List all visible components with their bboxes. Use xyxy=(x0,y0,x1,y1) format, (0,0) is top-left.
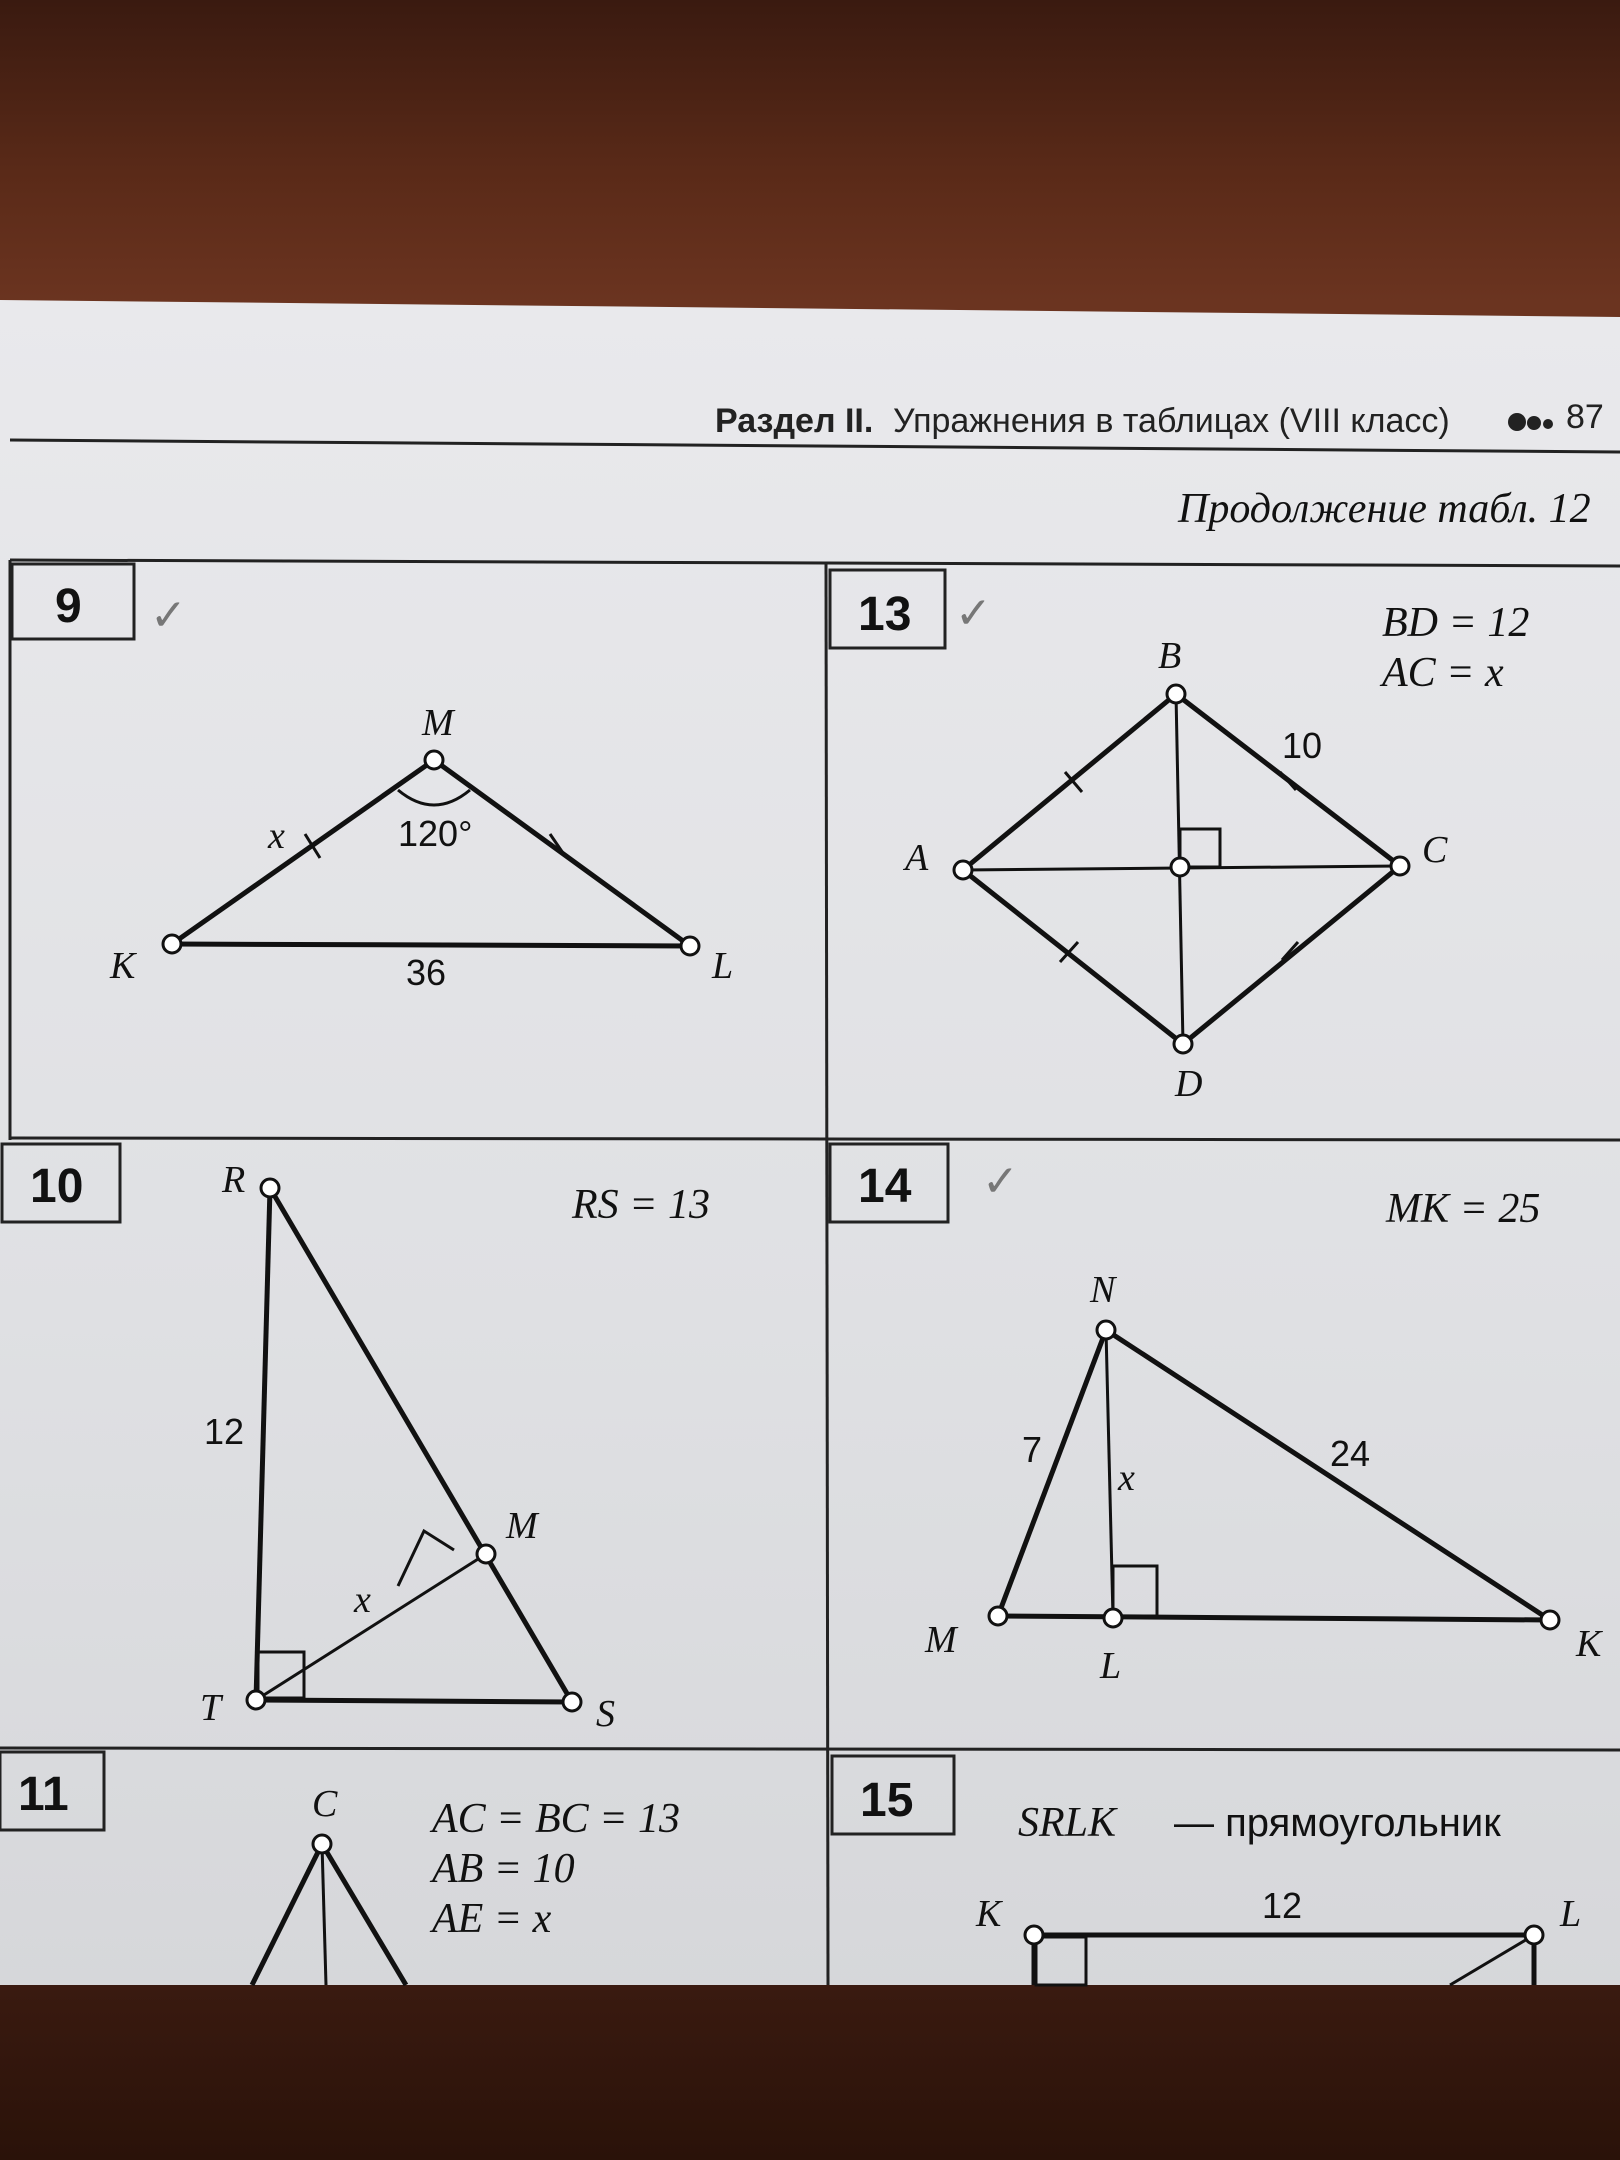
right-triangle-mnk xyxy=(998,1330,1550,1620)
vertex-label: L xyxy=(712,945,734,987)
vertex-label: R xyxy=(222,1159,246,1201)
side-length: 10 xyxy=(1282,725,1323,766)
header-rule xyxy=(10,440,1620,452)
problem-14-number: 14 xyxy=(858,1160,912,1213)
problem-14 xyxy=(830,1144,1603,1687)
altitude-tm xyxy=(256,1554,486,1700)
vertex-point xyxy=(1174,1035,1192,1053)
side-label-x: x xyxy=(354,1579,371,1621)
side-label-x: x xyxy=(1118,1457,1135,1499)
vertex-point xyxy=(163,935,181,953)
vertex-label: C xyxy=(1422,829,1448,871)
vertex-point xyxy=(954,861,972,879)
rectangle-partial xyxy=(1034,1935,1534,1985)
right-triangle-rts xyxy=(256,1188,572,1702)
angle-value: 120° xyxy=(398,813,473,854)
vertex-label: L xyxy=(1560,1893,1582,1935)
side-length: 12 xyxy=(1262,1885,1303,1926)
side-label-x: x xyxy=(268,815,285,857)
section-label: Раздел II. xyxy=(715,402,874,440)
vertex-point xyxy=(1097,1321,1115,1339)
vertex-point xyxy=(313,1835,331,1853)
table-grid xyxy=(0,560,1620,1985)
vertex-label: A xyxy=(905,837,929,879)
problem-15-number: 15 xyxy=(860,1774,914,1827)
problem-10-number: 10 xyxy=(30,1160,84,1213)
side-length: 12 xyxy=(204,1411,245,1452)
condition-line: BD = 12 xyxy=(1382,600,1530,646)
altitude xyxy=(322,1844,326,1985)
vertex-point xyxy=(1525,1926,1543,1944)
vertex-label: D xyxy=(1175,1063,1203,1105)
vertex-label: K xyxy=(110,945,136,987)
side-length: 24 xyxy=(1330,1433,1371,1474)
diagonal xyxy=(1450,1935,1534,1985)
vertex-point xyxy=(477,1545,495,1563)
condition-line: AB = 10 xyxy=(432,1846,575,1892)
vertex-point xyxy=(1541,1611,1559,1629)
vertex-label: M xyxy=(925,1619,957,1661)
vertex-label: B xyxy=(1158,635,1182,677)
problem-10 xyxy=(2,1144,710,1735)
vertex-point xyxy=(1167,685,1185,703)
condition-line: AC = x xyxy=(1382,650,1504,696)
problem-13-number: 13 xyxy=(858,588,912,641)
vertex-label: N xyxy=(1090,1269,1116,1311)
vertex-label: M xyxy=(422,702,454,744)
vertex-label: C xyxy=(312,1783,338,1825)
problem-9-number: 9 xyxy=(55,580,82,633)
vertex-label: K xyxy=(976,1893,1002,1935)
page-number: 87 xyxy=(1566,398,1604,436)
problem-9-check-icon: ✓ xyxy=(150,590,187,641)
vertex-point xyxy=(989,1607,1007,1625)
problem-15 xyxy=(832,1756,1581,1985)
problem-11 xyxy=(0,1752,680,1985)
condition-text: — прямоугольник xyxy=(1174,1801,1501,1845)
triangle-partial xyxy=(252,1844,406,1985)
vertex-point xyxy=(425,751,443,769)
problem-13-check-icon: ✓ xyxy=(955,588,992,639)
problem-14-check-icon: ✓ xyxy=(982,1156,1019,1207)
condition-line: AC = BC = 13 xyxy=(432,1796,681,1842)
vertex-label: S xyxy=(596,1693,615,1735)
vertex-point xyxy=(247,1691,265,1709)
intersection-point xyxy=(1171,858,1189,876)
vertex-point xyxy=(1025,1926,1043,1944)
section-title: Упражнения в таблицах (VIII класс) xyxy=(893,402,1450,440)
right-angle-mark xyxy=(1113,1566,1157,1616)
condition-line: MK = 25 xyxy=(1386,1186,1541,1232)
vertex-label: L xyxy=(1100,1645,1122,1687)
vertex-point xyxy=(563,1693,581,1711)
vertex-point xyxy=(261,1179,279,1197)
side-length: 36 xyxy=(406,952,447,993)
section-dots-icon xyxy=(1508,413,1553,431)
problem-11-number: 11 xyxy=(18,1768,69,1821)
vertex-point xyxy=(1104,1609,1122,1627)
continuation-label: Продолжение табл. 12 xyxy=(1178,486,1591,532)
angle-arc xyxy=(398,790,470,805)
problem-13 xyxy=(830,570,1529,1105)
condition-line: AE = x xyxy=(432,1896,552,1942)
condition-line: RS = 13 xyxy=(572,1182,710,1228)
vertex-point xyxy=(1391,857,1409,875)
vertex-label: K xyxy=(1576,1623,1602,1665)
condition-name: SRLK xyxy=(1018,1800,1117,1846)
side-length: 7 xyxy=(1022,1429,1043,1470)
right-angle-mark xyxy=(398,1531,454,1586)
vertex-point xyxy=(681,937,699,955)
right-angle-mark xyxy=(1036,1937,1086,1985)
tick-mark xyxy=(1280,772,1296,790)
vertex-label: T xyxy=(200,1687,222,1729)
vertex-label: M xyxy=(506,1505,538,1547)
problem-9 xyxy=(12,564,733,993)
